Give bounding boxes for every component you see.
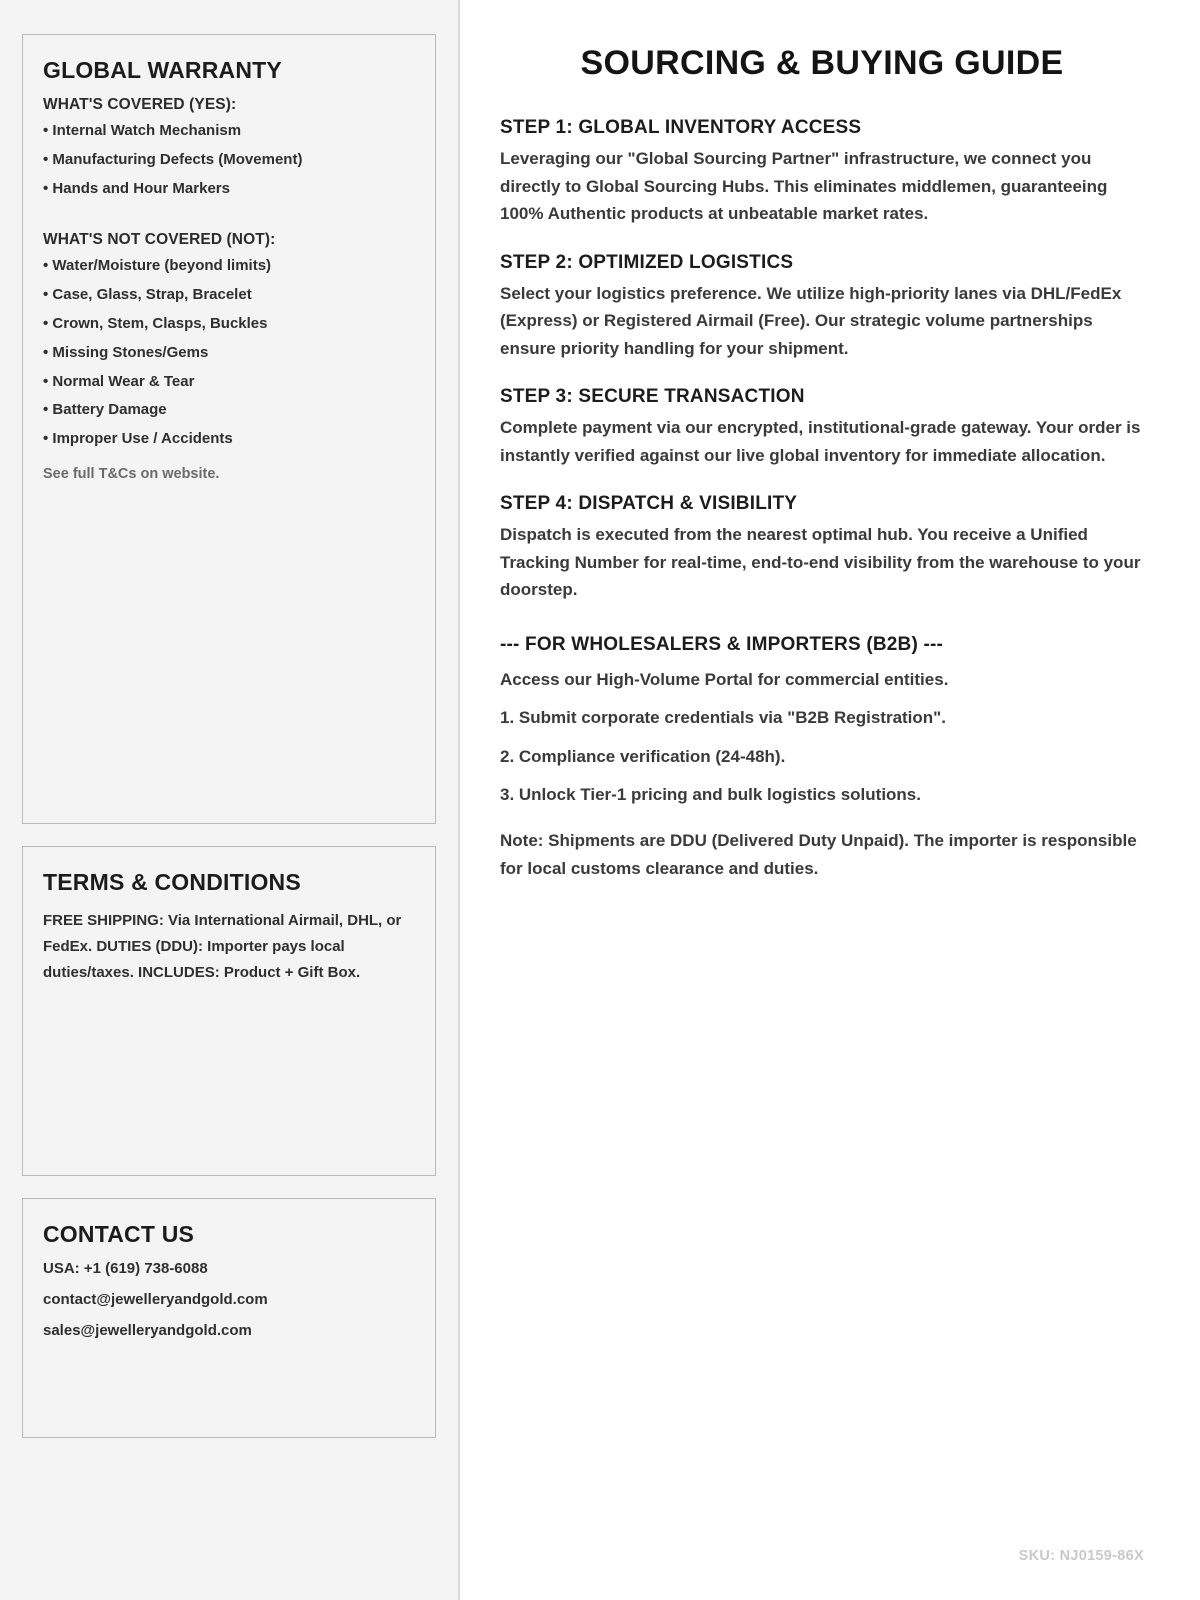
b2b-line: 2. Compliance verification (24-48h). [500,746,786,766]
sku-label: SKU: NJ0159-86X [1018,1548,1144,1564]
list-item: • Improper Use / Accidents [43,430,233,448]
step-title: STEP 4: DISPATCH & VISIBILITY [500,493,798,515]
sidebar [0,0,460,1600]
list-item: • Internal Watch Mechanism [43,122,242,139]
warranty-title: GLOBAL WARRANTY [43,57,282,83]
step-title: STEP 2: OPTIMIZED LOGISTICS [500,251,794,273]
step-block [500,386,1144,469]
warranty-panel [22,34,436,824]
step-block [500,493,1144,604]
contact-email-sales: sales@jewelleryandgold.com [43,1322,252,1339]
terms-title: TERMS & CONDITIONS [43,869,301,895]
warranty-footnote: See full T&Cs on website. [43,465,220,482]
step-title: STEP 1: GLOBAL INVENTORY ACCESS [500,117,862,138]
step-title: STEP 3: SECURE TRANSACTION [500,386,805,408]
step-body: Dispatch is executed from the nearest optimal hub. You receive a Unified Tracking Number for real-time, end-to-end visibility from the warehouse to your doorstep. [500,525,1141,600]
list-item: • Hands and Hour Markers [43,179,230,197]
list-item: • Crown, Stem, Clasps, Buckles [43,314,268,332]
b2b-line: Access our High-Volume Portal for commercial entities. [500,669,949,689]
b2b-note: Note: Shipments are DDU (Delivered Duty Unpaid). The importer is responsible for local customs clearance and duties. [500,830,1137,878]
list-item: • Missing Stones/Gems [43,343,209,361]
step-body: Complete payment via our encrypted, institutional-grade gateway. Your order is instantly verified against our live global inventory for immediate allocation. [500,418,1141,465]
divider-space [43,209,415,231]
contact-panel [22,1198,436,1438]
list-item: • Water/Moisture (beyond limits) [43,257,272,275]
b2b-section-title: --- FOR WHOLESALERS & IMPORTERS (B2B) --- [500,633,944,655]
list-item: • Battery Damage [43,401,167,419]
terms-body: FREE SHIPPING: Via International Airmail, DHL, or FedEx. DUTIES (DDU): Importer pays local duties/taxes. INCLUDES: Product + Gift Box. [43,912,402,981]
main-content [460,0,1200,1600]
b2b-line: 3. Unlock Tier-1 pricing and bulk logistics solutions. [500,785,921,805]
page-title: SOURCING & BUYING GUIDE [580,44,1064,82]
step-body: Leveraging our "Global Sourcing Partner" infrastructure, we connect you directly to Global Sourcing Hubs. This eliminates middlemen, guaranteeing 100% Authentic products at unbeatable market rates. [500,149,1108,224]
terms-panel [22,846,436,1176]
step-block [500,252,1144,363]
b2b-line: 1. Submit corporate credentials via "B2B Registration". [500,708,946,728]
list-item: • Case, Glass, Strap, Bracelet [43,286,252,304]
contact-title: CONTACT US [43,1221,195,1247]
list-item: • Normal Wear & Tear [43,372,195,390]
list-item: • Manufacturing Defects (Movement) [43,150,303,168]
step-body: Select your logistics preference. We utilize high-priority lanes via DHL/FedEx (Express) or Registered Airmail (Free). Our strategic volume partnerships ensure priority handling for your shipment. [500,283,1122,358]
contact-email-primary: contact@jewelleryandgold.com [43,1291,268,1308]
step-block [500,117,1144,228]
warranty-covered-heading: WHAT'S COVERED (YES): [43,96,237,113]
contact-phone: USA: +1 (619) 738-6088 [43,1260,208,1277]
warranty-not-covered-heading: WHAT'S NOT COVERED (NOT): [43,231,276,249]
